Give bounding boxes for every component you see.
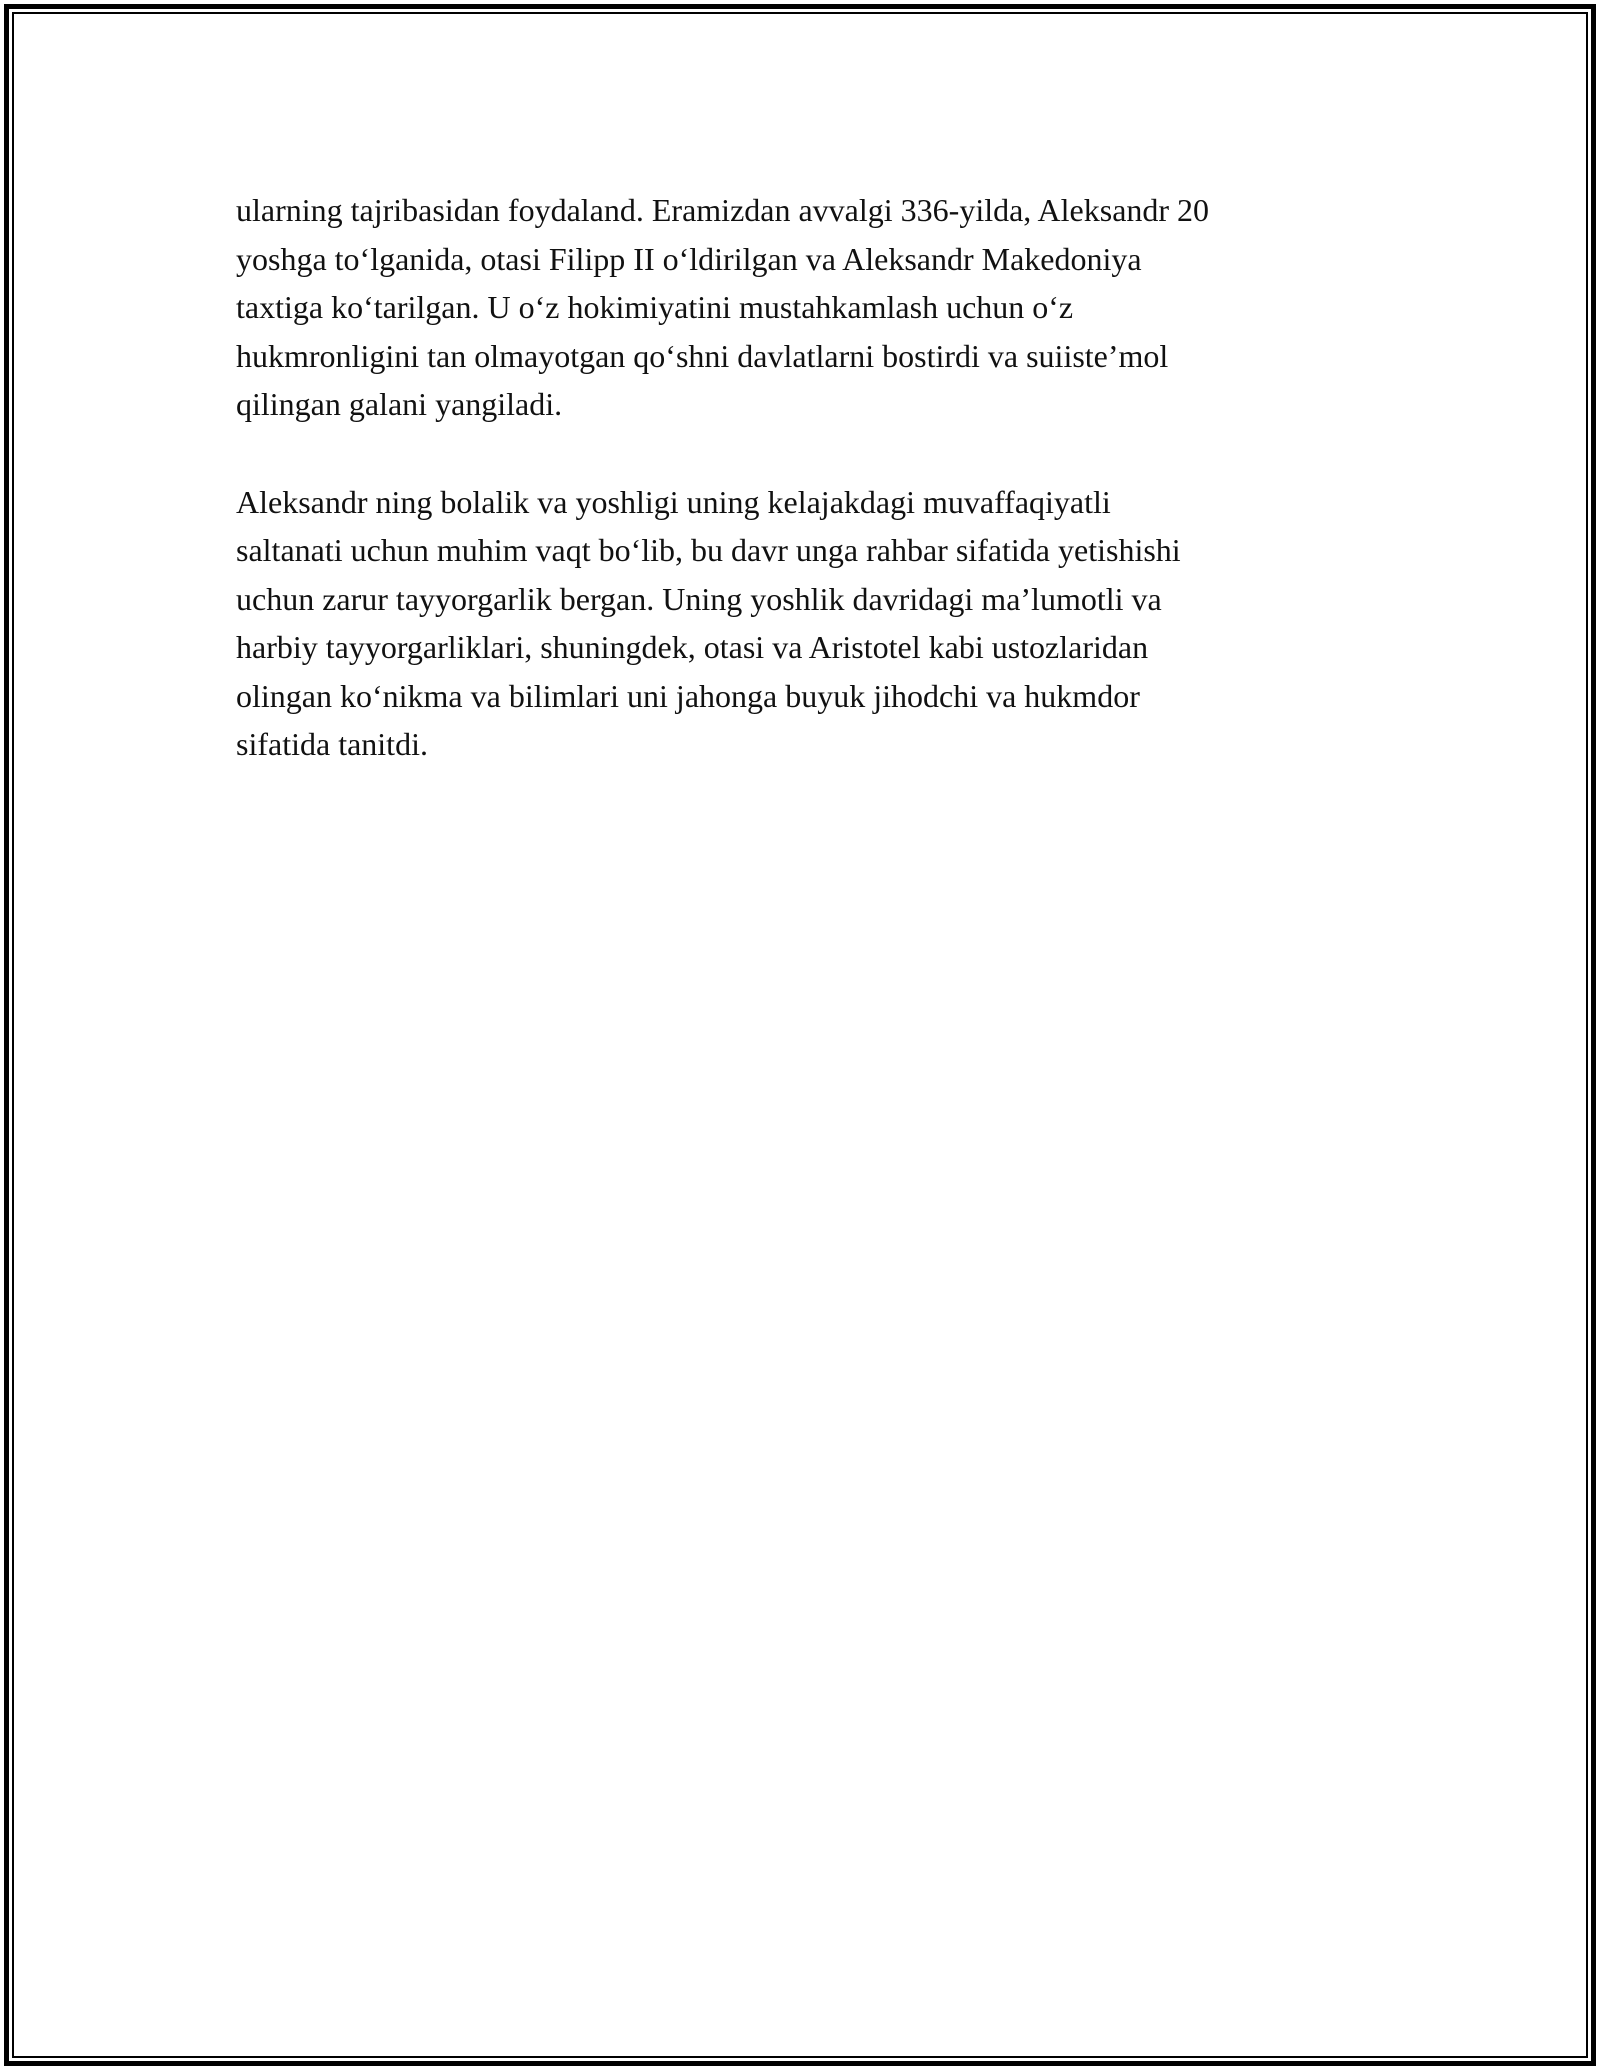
- paragraph-1: ularning tajribasidan foydaland. Eramizdan avvalgi 336-yilda, Aleksandr 20 yoshga to‘lganida, otasi Filipp II o‘ldirilgan va Aleksandr Makedoniya taxtiga ko‘tarilgan. U o‘z hokimiyatini mustahkamlash uchun o‘z hukmronligini tan olmayotgan qo‘shni davlatlarni bostirdi va suiiste’mol qilingan galani yangiladi.: [236, 192, 1210, 422]
- paragraph-2: Aleksandr ning bolalik va yoshligi uning kelajakdagi muvaffaqiyatli saltanati uchun muhim vaqt bo‘lib, bu davr unga rahbar sifatida yetishishi uchun zarur tayyorgarlik bergan. Uning yoshlik davridagi ma’lumotli va harbiy tayyorgarliklari, shuningdek, otasi va Aristotel kabi ustozlaridan olingan ko‘nikma va bilimlari uni jahonga buyuk jihodchi va hukmdor sifatida tanitdi.: [236, 483, 1181, 762]
- document-body: [236, 186, 1366, 769]
